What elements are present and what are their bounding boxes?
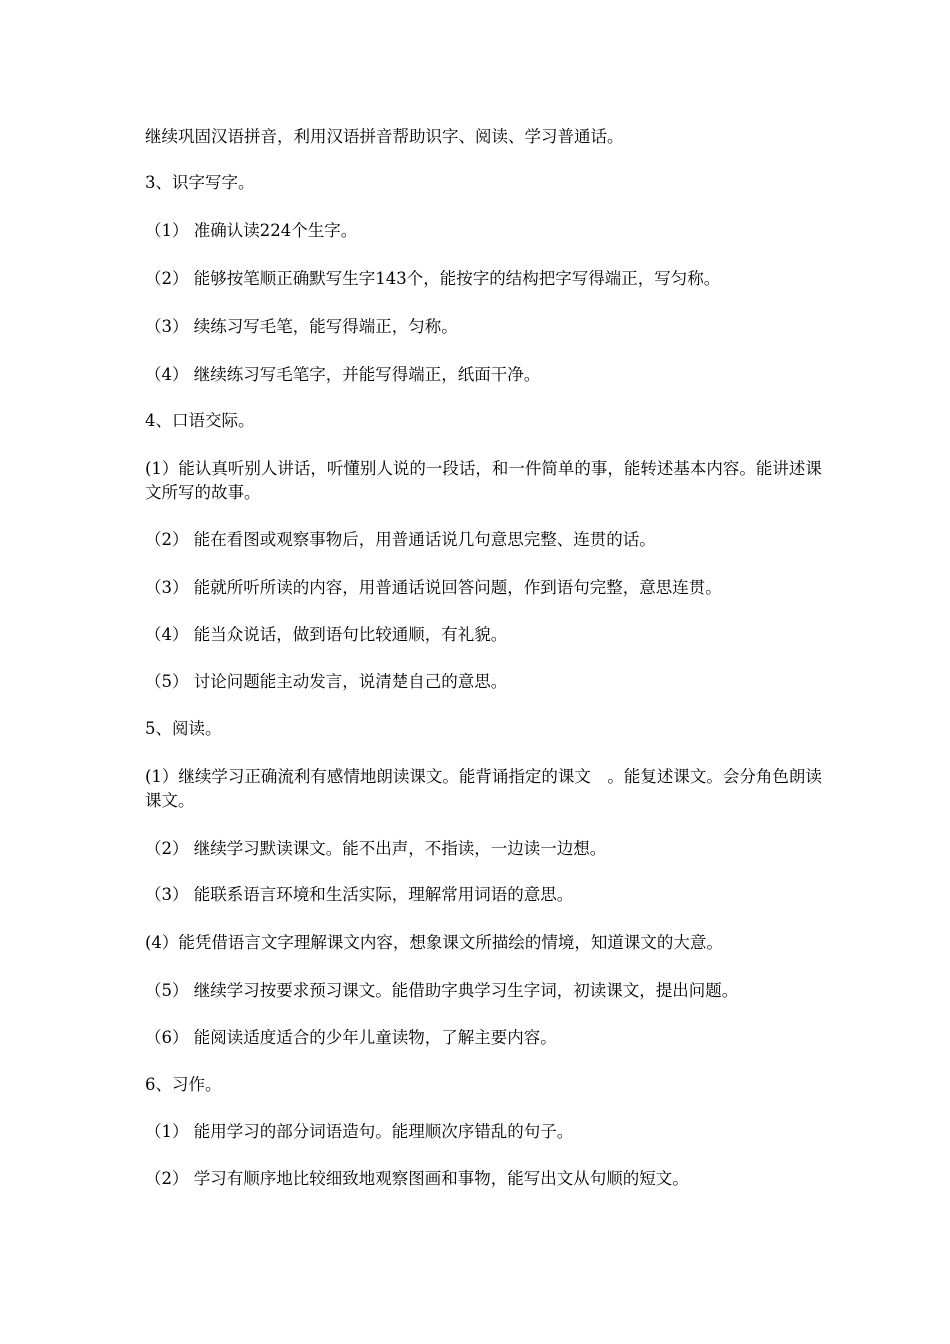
- oral-item-1: (1）能认真听别人讲话，听懂别人说的一段话，和一件简单的事，能转述基本内容。能讲述课文所写的故事。: [145, 459, 822, 502]
- heading-literacy: 3、识字写字。: [145, 173, 255, 192]
- writing-item-1: （1） 能用学习的部分词语造句。能理顺次序错乱的句子。: [145, 1122, 574, 1141]
- literacy-item-4: （4） 继续练习写毛笔字，并能写得端正，纸面干净。: [145, 365, 541, 384]
- reading-item-1: (1）继续学习正确流利有感情地朗读课文。能背诵指定的课文 。能复述课文。会分角色朗读课文。: [145, 767, 822, 810]
- heading-oral: 4、口语交际。: [145, 411, 255, 430]
- literacy-item-3: （3） 续练习写毛笔，能写得端正，匀称。: [145, 317, 458, 336]
- reading-item-3: （3） 能联系语言环境和生活实际，理解常用词语的意思。: [145, 885, 574, 904]
- reading-item-5: （5） 继续学习按要求预习课文。能借助字典学习生字词，初读课文，提出问题。: [145, 981, 739, 1000]
- reading-item-6: （6） 能阅读适度适合的少年儿童读物，了解主要内容。: [145, 1028, 557, 1047]
- heading-reading: 5、阅读。: [145, 719, 222, 738]
- writing-item-2: （2） 学习有顺序地比较细致地观察图画和事物，能写出文从句顺的短文。: [145, 1169, 689, 1188]
- oral-item-2: （2） 能在看图或观察事物后，用普通话说几句意思完整、连贯的话。: [145, 530, 656, 549]
- reading-item-4: (4）能凭借语言文字理解课文内容，想象课文所描绘的情境，知道课文的大意。: [145, 933, 723, 952]
- oral-item-4: （4） 能当众说话，做到语句比较通顺，有礼貌。: [145, 625, 508, 644]
- oral-item-5: （5） 讨论问题能主动发言，说清楚自己的意思。: [145, 672, 508, 691]
- paragraph-pinyin: 继续巩固汉语拼音，利用汉语拼音帮助识字、阅读、学习普通话。: [145, 127, 624, 146]
- literacy-item-1: （1） 准确认读224个生字。: [145, 221, 358, 240]
- literacy-item-2: （2） 能够按笔顺正确默写生字143个，能按字的结构把字写得端正，写匀称。: [145, 269, 721, 288]
- oral-item-3: （3） 能就所听所读的内容，用普通话说回答问题，作到语句完整，意思连贯。: [145, 578, 722, 597]
- reading-item-2: （2） 继续学习默读课文。能不出声，不指读，一边读一边想。: [145, 839, 607, 858]
- heading-writing: 6、习作。: [145, 1075, 222, 1094]
